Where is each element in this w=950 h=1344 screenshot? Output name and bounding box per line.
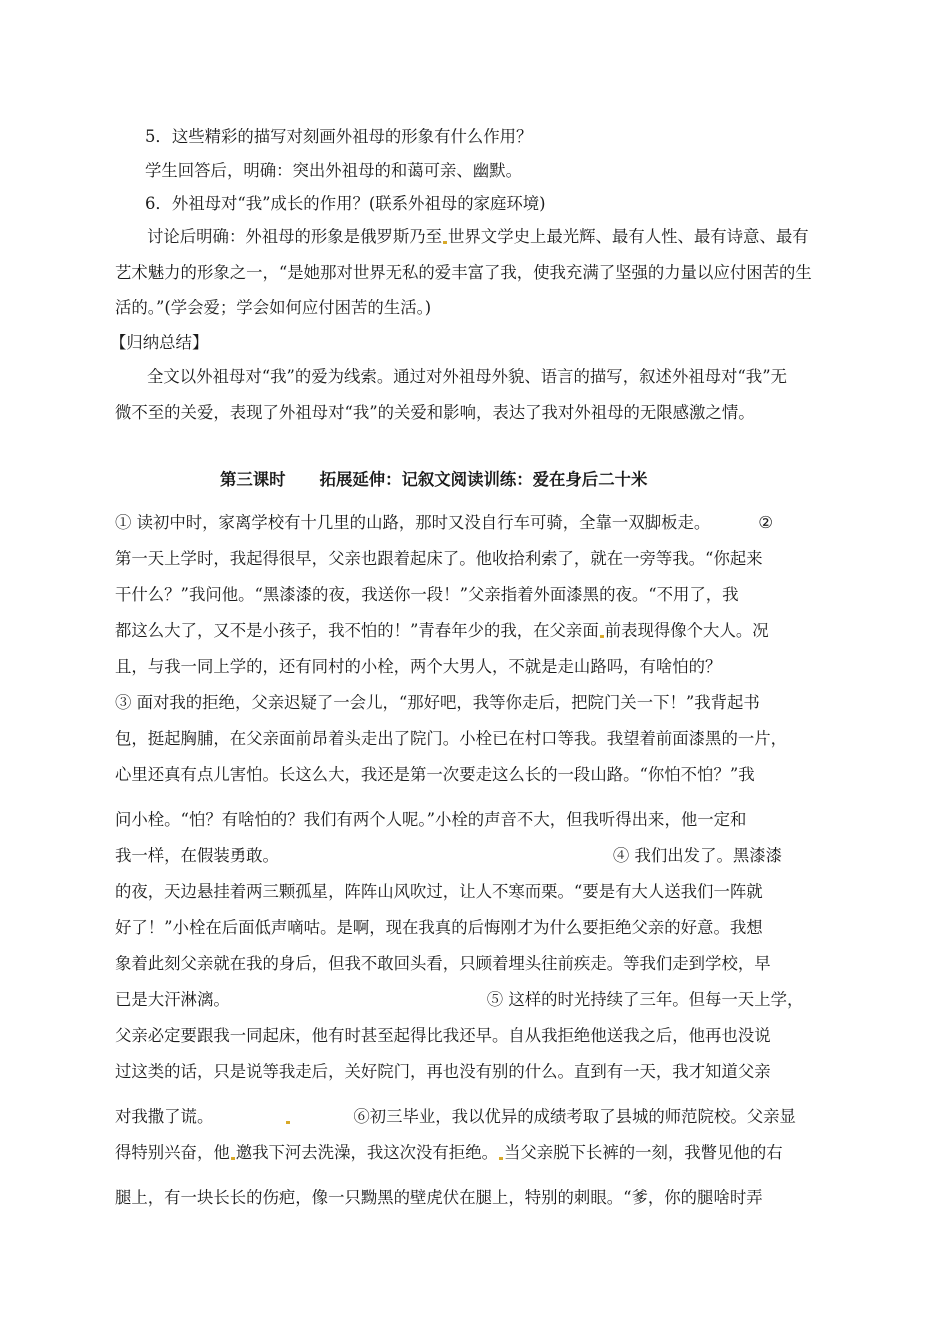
reading-line-10: 我一样，在假装勇敢。 ④ 我们出发了。黑漆漆 <box>115 846 783 865</box>
reading-line-2: 第一天上学时，我起得很早，父亲也跟着起床了。他收拾利索了，就在一旁等我。“你起来 <box>115 549 763 568</box>
reading-line-18: 得特别兴奋，他 邀我下河去洗澡，我这次没有拒绝。 当父亲脱下长裤的一刻，我瞥见他的右 <box>115 1143 783 1162</box>
discussion-line-3: 活的。”(学会爱；学会如何应付困苦的生活。) <box>115 298 432 317</box>
lesson-title: 第三课时 拓展延伸：记叙文阅读训练：爱在身后二十米 <box>220 470 648 489</box>
discussion-line-1: 讨论后明确：外祖母的形象是俄罗斯乃至 世界文学史上最光辉、最有人性、最有诗意、最有 <box>147 227 809 246</box>
reading-line-11: 的夜，天边悬挂着两三颗孤星，阵阵山风吹过，让人不寒而栗。“要是有大人送我们一阵就 <box>115 882 763 901</box>
reading-line-13: 象着此刻父亲就在我的身后，但我不敢回头看，只顾着埋头往前疾走。等我们走到学校，早 <box>115 954 771 973</box>
summary-line-1: 全文以外祖母对“我”的爱为线索。通过对外祖母外貌、语言的描写，叙述外祖母对“我”无 <box>147 367 787 386</box>
reading-line-7: 包，挺起胸脯，在父亲面前昂着头走出了院门。小栓已在村口等我。我望着前面漆黑的一片， <box>115 729 788 748</box>
reading-line-6: ③ 面对我的拒绝，父亲迟疑了一会儿，“那好吧，我等你走后，把院门关一下！”我背起书 <box>115 693 760 712</box>
answer-5: 学生回答后，明确：突出外祖母的和蔼可亲、幽默。 <box>145 161 522 180</box>
reading-line-1: ① 读初中时，家离学校有十几里的山路，那时又没自行车可骑，全靠一双脚板走。 ② <box>115 513 773 532</box>
reading-line-19: 腿上，有一块长长的伤疤，像一只黝黑的壁虎伏在腿上，特别的刺眼。“爹，你的腿啥时弄 <box>115 1188 763 1207</box>
highlight-mark <box>499 1157 503 1160</box>
highlight-mark <box>443 241 447 244</box>
reading-line-9: 问小栓。“怕？有啥怕的？我们有两个人呢。”小栓的声音不大，但我听得出来，他一定和 <box>115 810 747 829</box>
highlight-mark <box>286 1121 290 1124</box>
discussion-line-2: 艺术魅力的形象之一，“是她那对世界无私的爱丰富了我，使我充满了坚强的力量以应付困苦的生 <box>115 263 812 282</box>
reading-line-8: 心里还真有点儿害怕。长这么大，我还是第一次要走这么长的一段山路。“你怕不怕？”我 <box>115 765 755 784</box>
question-6: 6．外祖母对“我”成长的作用？(联系外祖母的家庭环境) <box>145 194 546 213</box>
highlight-mark <box>600 635 604 638</box>
reading-line-15: 父亲必定要跟我一同起床，他有时甚至起得比我还早。自从我拒绝他送我之后，他再也没说 <box>115 1026 771 1045</box>
reading-line-4: 都这么大了，又不是小孩子，我不怕的！”青春年少的我，在父亲面 前表现得像个大人。况 <box>115 621 769 640</box>
reading-line-17: 对我撒了谎。 ⑥初三毕业，我以优异的成绩考取了县城的师范院校。父亲显 <box>115 1107 796 1126</box>
highlight-mark <box>231 1157 235 1160</box>
reading-line-16: 过这类的话，只是说等我走后，关好院门，再也没有别的什么。直到有一天，我才知道父亲 <box>115 1062 771 1081</box>
reading-line-3: 干什么？”我问他。“黑漆漆的夜，我送你一段！”父亲指着外面漆黑的夜。“不用了，我 <box>115 585 739 604</box>
reading-line-5: 且，与我一同上学的，还有同村的小栓，两个大男人，不就是走山路吗，有啥怕的？ <box>115 657 722 676</box>
question-5: 5．这些精彩的描写对刻画外祖母的形象有什么作用？ <box>145 127 533 146</box>
reading-line-14: 已是大汗淋漓。 ⑤ 这样的时光持续了三年。但每一天上学， <box>115 990 804 1009</box>
reading-line-12: 好了！”小栓在后面低声嘀咕。是啊，现在我真的后悔刚才为什么要拒绝父亲的好意。我想 <box>115 918 763 937</box>
section-heading-summary: 【归纳总结】 <box>110 333 209 352</box>
summary-line-2: 微不至的关爱，表现了外祖母对“我”的关爱和影响，表达了我对外祖母的无限感激之情。 <box>115 403 755 422</box>
